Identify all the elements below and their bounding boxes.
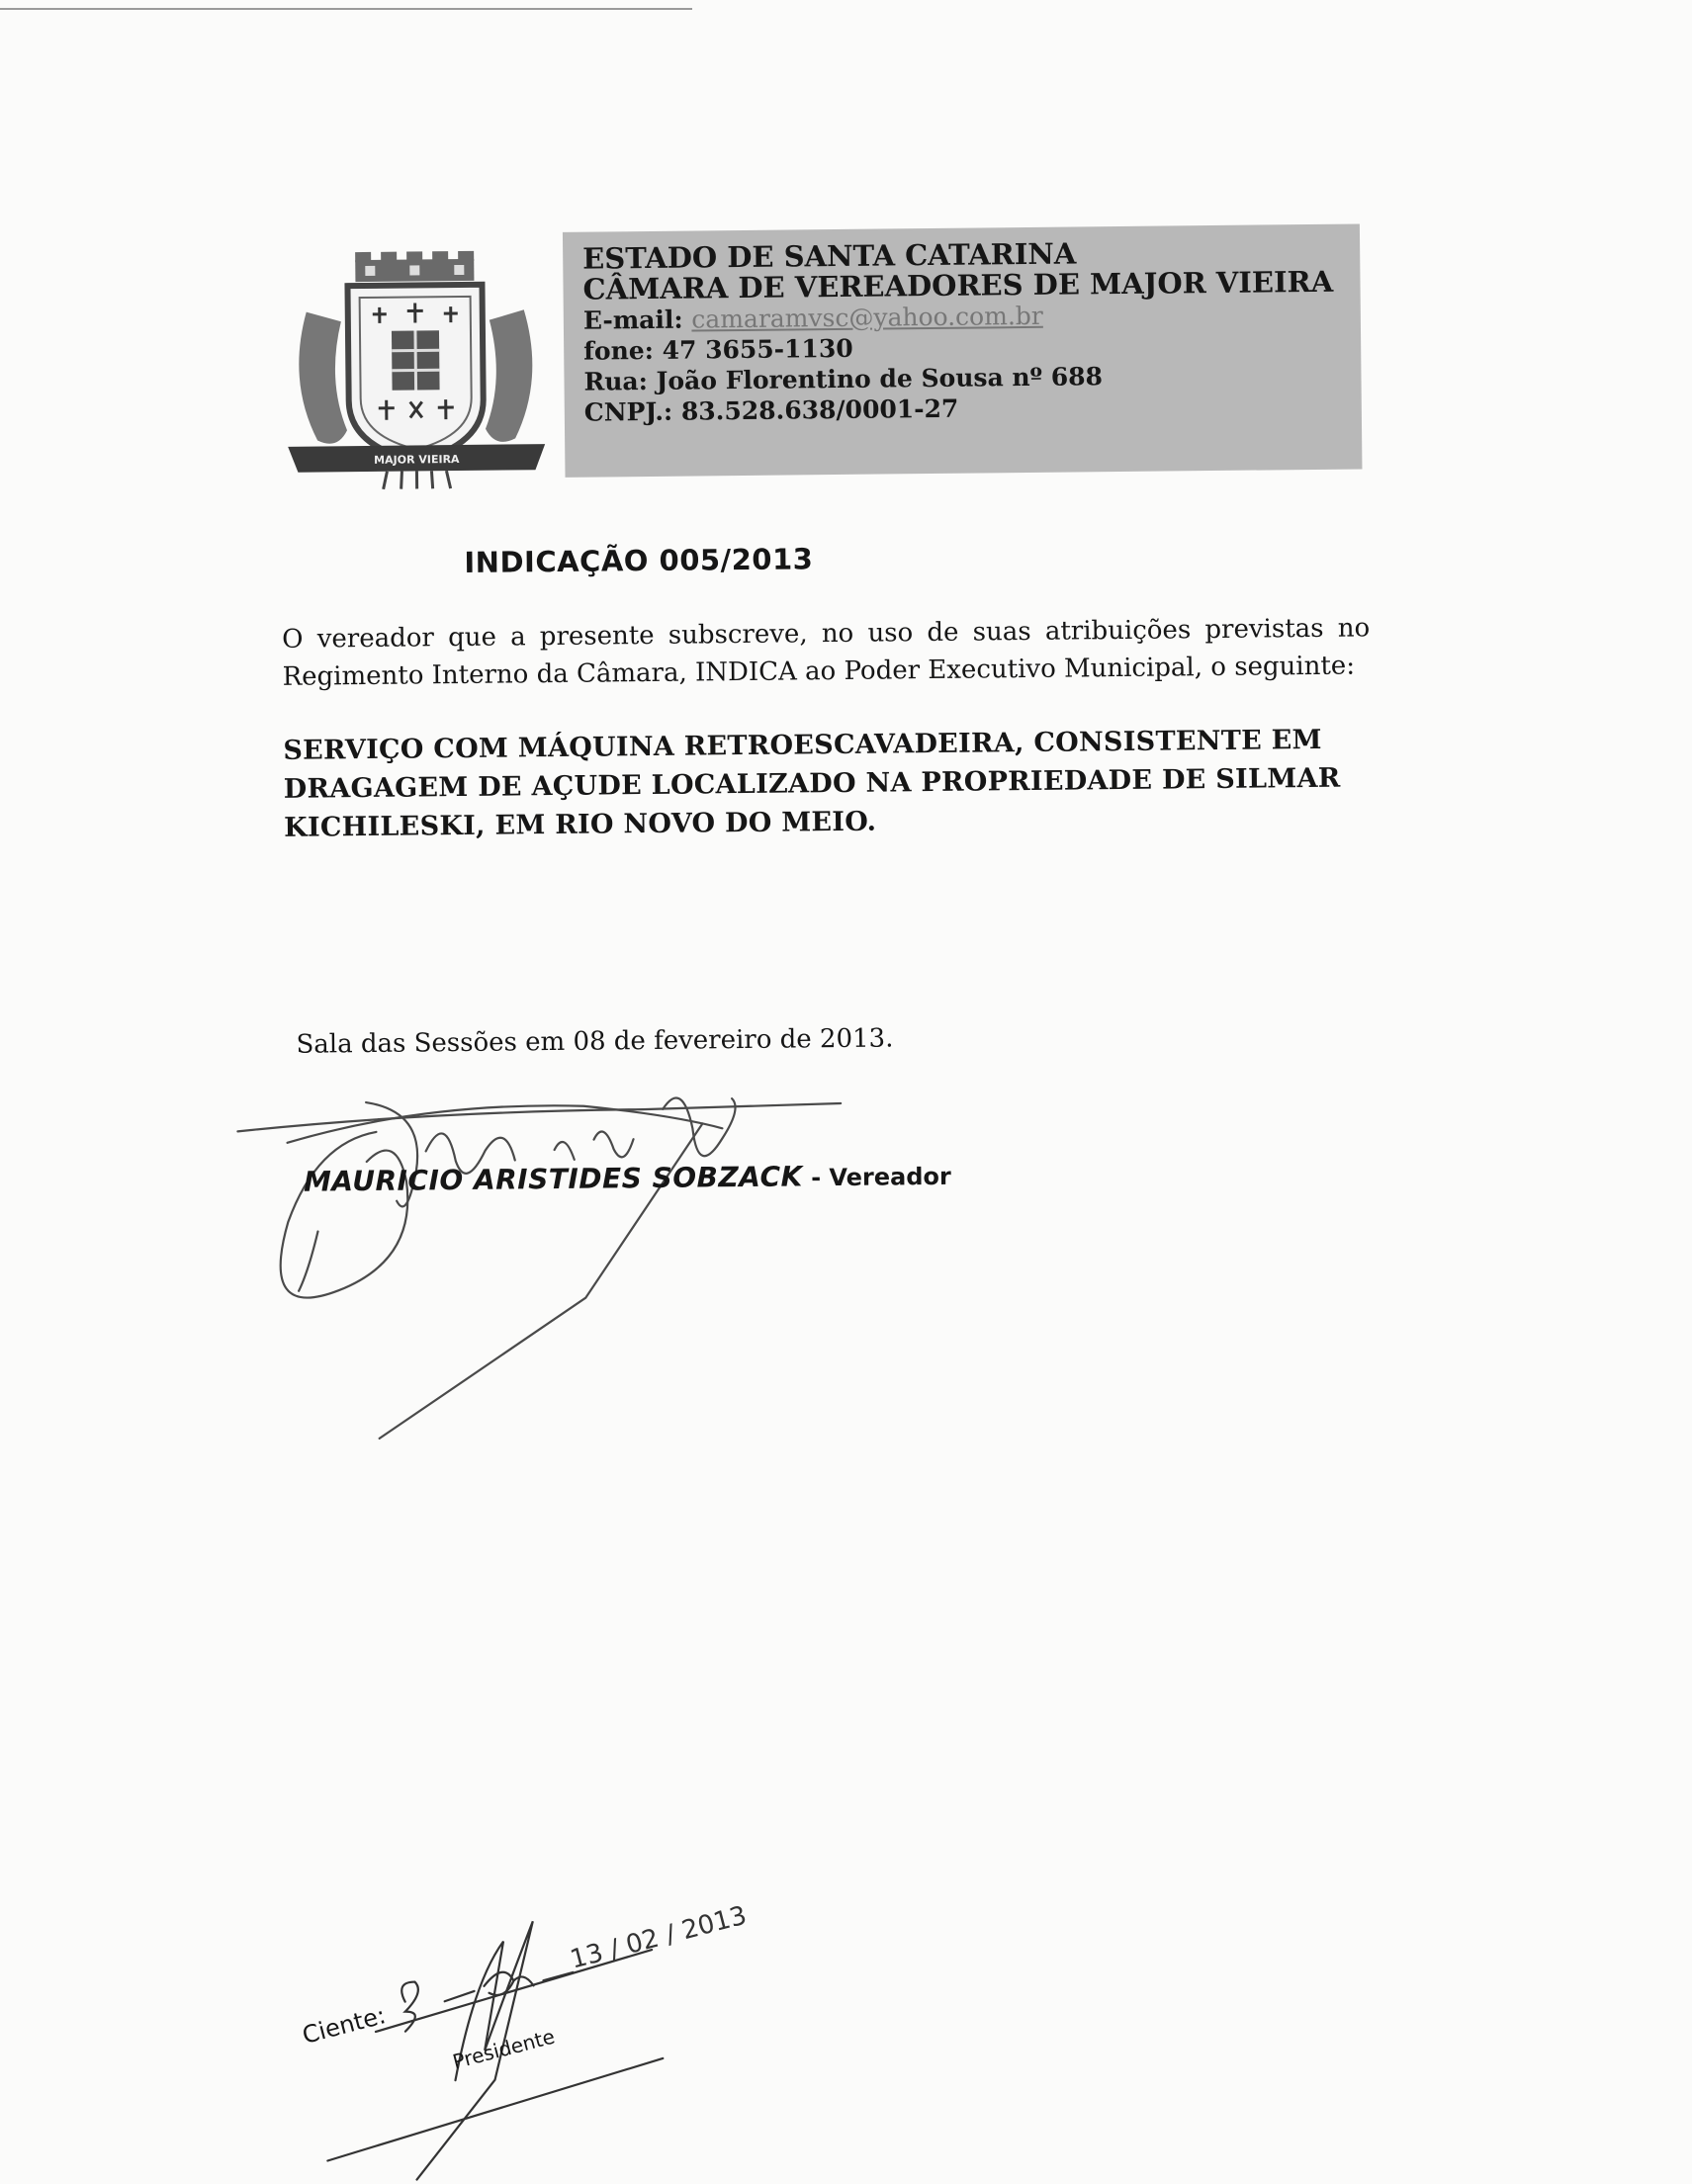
signer-role: - Vereador xyxy=(803,1163,951,1192)
letterhead-box xyxy=(563,223,1363,477)
chamber-name: CÂMARA DE VEREADORES DE MAJOR VIEIRA xyxy=(582,267,1340,306)
subject-paragraph: SERVIÇO COM MÁQUINA RETROESCAVADEIRA, CONSISTENTE EM DRAGAGEM DE AÇUDE LOCALIZADO NA PROPRIEDADE DE SILMAR KICHILESKI, EM RIO NOVO DO MEIO. xyxy=(283,720,1381,847)
signer-name: MAURICIO ARISTIDES SOBZACK xyxy=(304,1160,803,1197)
intro-line-1: O vereador que a presente subscreve, no uso de suas atribuições previstas no xyxy=(282,613,1370,655)
handwritten-signature-icon xyxy=(227,1067,943,1490)
intro-line-2: Regimento Interno da Câmara, INDICA ao Poder Executivo Municipal, o seguinte: xyxy=(282,647,1370,696)
phone-line: fone: 47 3655-1130 xyxy=(583,328,1341,367)
intro-paragraph xyxy=(282,609,1371,696)
ack-date-written: 13 / 02 / 2013 xyxy=(568,1901,751,1975)
state-name: ESTADO DE SANTA CATARINA xyxy=(582,236,1340,275)
ack-role: Presidente xyxy=(450,2025,557,2074)
ack-label: Ciente: xyxy=(300,2001,389,2050)
municipal-coat-of-arms-icon xyxy=(286,250,545,490)
signer-block xyxy=(304,1159,951,1198)
email-link[interactable]: camaramvsc@yahoo.com.br xyxy=(691,302,1043,334)
crest-ribbon-text: MAJOR VIEIRA xyxy=(374,453,460,467)
cnpj-line: CNPJ.: 83.528.638/0001-27 xyxy=(584,390,1342,428)
email-label: E-mail: xyxy=(583,306,692,335)
address-line: Rua: João Florentino de Sousa nº 688 xyxy=(583,359,1341,397)
document-title: INDICAÇÃO 005/2013 xyxy=(464,542,813,579)
session-date: Sala das Sessões em 08 de fevereiro de 2013. xyxy=(296,1023,893,1059)
